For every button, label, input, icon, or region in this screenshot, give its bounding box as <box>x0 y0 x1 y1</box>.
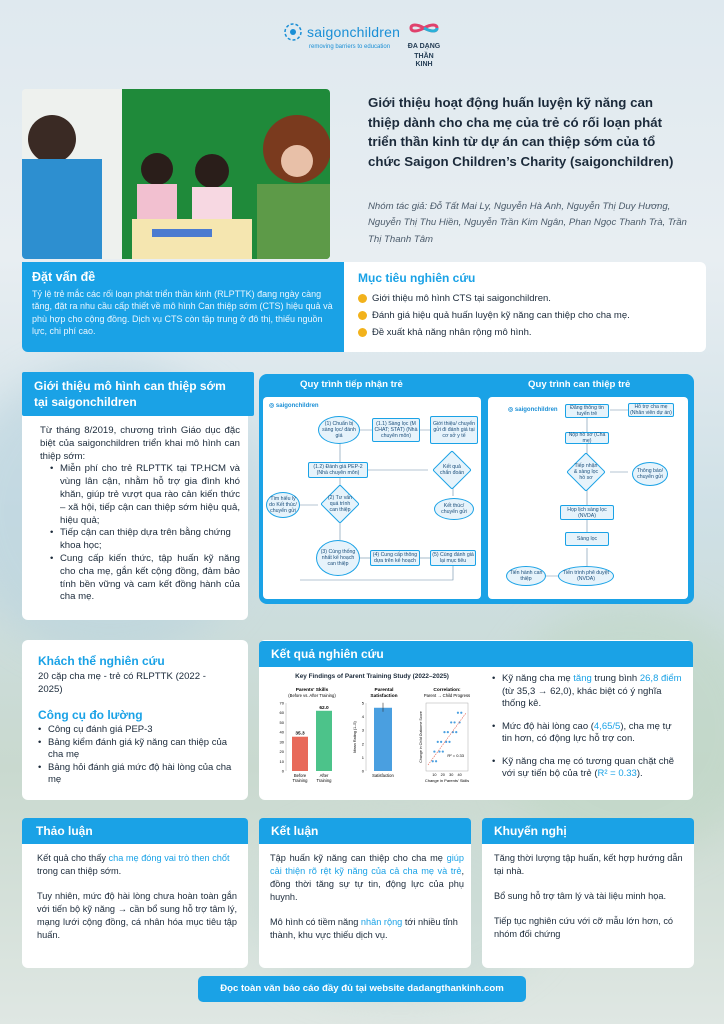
model-intro: Từ tháng 8/2019, chương trình Giáo dục đặc biệt của saigonchildren triển khai mô hình can thiệp sớm: <box>40 425 240 462</box>
hero-photo <box>22 89 330 259</box>
panel3-point <box>450 721 452 723</box>
problem-text: Tỷ lệ trẻ mắc các rối loạn phát triển thần kinh (RLPTTK) đang ngày càng tăng, đặt ra nhu cầu cấp thiết về mô hình Can thiệp sớm (CTS) hiệu quả và phù hợp cho cộng đồng. Dịch vụ CTS còn tập trung ở đô thị, thiếu nguồn lực, chi phí cao. <box>32 289 333 337</box>
panel3-point <box>440 741 442 743</box>
panel3-subtitle: Parent → Child Progress <box>423 693 471 698</box>
panel1-subtitle: (Before vs. After Training) <box>288 693 336 698</box>
panel1-xtick: Before <box>293 773 307 778</box>
panel2-ytick: 1 <box>361 754 364 760</box>
results-heading: Kết quả nghiên cứu <box>259 641 693 667</box>
footer-link[interactable]: Đọc toàn văn báo cáo đầy đủ tại website dadangthankinh.com <box>198 976 526 1002</box>
panel1-data-label: 35.3 <box>295 731 305 737</box>
model-item: • Miễn phí cho trẻ RLPTTK tại TP.HCM và vùng lân cận, nhằm hỗ trợ gia đình khó khăn, giúp trẻ vượt qua rào cản kiến thức – xã hội, tiếp cận can thiệp sớm hiệu quả, hiệu quả; <box>50 463 240 527</box>
panel3-point <box>447 731 449 733</box>
flow-node-reason: Tìm hiểu lý do Kết thúc/ chuyển gửi <box>266 492 300 518</box>
panel1-ytick: 60 <box>279 710 284 716</box>
flow-r-screening: Sàng lọc <box>565 532 609 546</box>
authors: Nhóm tác giả: Đỗ Tất Mai Ly, Nguyễn Hà Anh, Nguyễn Thị Duy Hương, Nguyễn Thị Thu Hiền, Nguyễn Trần Kim Ngân, Phan Ngọc Thanh Trà, Trần Thị Thanh Tâm <box>368 201 687 245</box>
flow-node-1: (1) Chuẩn bị sàng lọc/ đánh giá <box>318 416 360 444</box>
result-text: Kỹ năng cha mẹ có tương quan chặt chẽ với sự tiến bộ của trẻ ( <box>502 755 675 779</box>
flow-r-submit: Nộp hồ sơ (Cha mẹ) <box>565 432 609 444</box>
flow-left-logo: ◎ saigonchildren <box>269 403 319 409</box>
model-heading: Giới thiệu mô hình can thiệp sớm tại saigonchildren <box>22 372 254 416</box>
flow-node-4: (4) Cung cấp thông dựa trên kế hoạch <box>370 550 420 566</box>
org-name: saigonchildren <box>307 24 401 40</box>
partner-name-2: THẦN KINH <box>414 53 434 68</box>
result-item <box>492 756 682 781</box>
panel2-ytick: 2 <box>361 741 364 747</box>
conclusion-text: tới nhiều tỉnh thành, khu vực thiếu dịch vụ. <box>270 917 458 940</box>
result-highlight: tăng <box>573 673 592 684</box>
result-highlight: R² = 0.33 <box>597 768 637 779</box>
org-tagline: removing barriers to education <box>309 44 391 50</box>
flow-r-intervene: Tiến hành can thiệp <box>506 566 546 586</box>
result-item <box>492 673 682 711</box>
objectives-heading: Mục tiêu nghiên cứu <box>358 271 476 285</box>
panel1-xtick: Training <box>292 778 308 783</box>
conclusion-text: Mô hình có tiềm năng <box>270 917 361 927</box>
problem-heading: Đặt vấn đề <box>32 270 96 284</box>
conclusion-highlight: giúp cải thiện rõ rệt kỹ năng của cả cha mẹ và trẻ <box>270 853 464 876</box>
flow-r-support: Hỗ trợ cha mẹ (Nhân viên dự án) <box>628 403 674 417</box>
panel1-bar <box>316 711 332 771</box>
conclusion-body <box>270 852 464 942</box>
conclusion-highlight: nhân rộng <box>360 917 403 927</box>
flow-right-title: Quy trình can thiệp trẻ <box>528 379 631 390</box>
recommend-item: Tăng thời lượng tập huấn, kết hợp hướng dẫn tại nhà. <box>494 853 683 876</box>
chart-title: Key Findings of Parent Training Study (2022–2025) <box>295 673 449 680</box>
recommend-item: Bổ sung hỗ trợ tâm lý và tài liệu minh họa. <box>494 891 666 901</box>
discussion-text: trong can thiệp sớm. <box>37 866 122 876</box>
panel3-point <box>457 712 459 714</box>
saigonchildren-logo-icon <box>283 22 303 42</box>
result-text: Mức độ hài lòng cao ( <box>502 720 594 732</box>
panel2-bar <box>374 708 392 771</box>
discussion-body <box>37 852 237 942</box>
flow-node-2-label: (2) Tư vấn quá trình can thiệp <box>327 495 353 513</box>
panel3-point <box>460 712 462 714</box>
tool-item: • Bảng hỏi đánh giá mức độ hài lòng của cha mẹ <box>38 762 232 787</box>
header <box>0 0 724 88</box>
panel3-point <box>445 741 447 743</box>
model-item: • Tiếp cận can thiệp dựa trên bằng chứng khoa học; <box>50 527 240 553</box>
partner-name-1: ĐA DẠNG <box>407 43 441 50</box>
flow-r-notify: Thông báo/ chuyển gửi <box>632 462 668 486</box>
panel3-point <box>432 760 434 762</box>
flow-node-1-1: (1.1) Sàng lọc (M CHAT; STAT) (Nhà chuyên môn) <box>372 418 420 442</box>
panel1-xtick: After <box>319 773 329 778</box>
result-highlight: 4,65/5 <box>593 720 621 732</box>
objective-item: Đánh giá hiệu quả huấn luyện kỹ năng can thiệp cho cha mẹ. <box>358 310 692 321</box>
result-text: Kỹ năng cha mẹ <box>502 673 574 684</box>
flow-r-schedule: Họp lịch sàng lọc (NVDA) <box>560 505 614 520</box>
flow-r-post: Đăng thông tin tuyển trẻ <box>565 404 609 418</box>
partner-logo <box>405 20 443 69</box>
flow-node-diagnosis-label: Kết quả chẩn đoán <box>439 464 465 476</box>
tools-heading: Công cụ đo lường <box>38 708 143 722</box>
panel3-point <box>437 741 439 743</box>
discussion-text-2: Tuy nhiên, mức độ hài lòng chưa hoàn toàn gắn với tiến bộ kỹ năng → cần bổ sung hỗ trợ tâm lý, mạng lưới cộng đồng, cá nhân hóa mục tiêu tập huấn. <box>37 891 237 940</box>
panel3-point <box>453 721 455 723</box>
result-text: ), cha mẹ tự tin hơn, có động lực hỗ trợ con. <box>502 720 672 744</box>
subjects-panel <box>22 640 248 800</box>
panel2-ylabel: Mean Rating (1–5) <box>353 721 357 753</box>
objective-item: Giới thiệu mô hình CTS tại saigonchildren. <box>358 293 692 304</box>
objective-item: Đề xuất khả năng nhân rộng mô hình. <box>358 327 692 338</box>
panel3-point <box>443 731 445 733</box>
panel3-xtick: 10 <box>432 773 437 777</box>
panel3-annotation: R² = 0.33 <box>447 753 464 758</box>
flow-left-title: Quy trình tiếp nhận trẻ <box>300 379 403 390</box>
subjects-heading: Khách thể nghiên cứu <box>38 654 165 668</box>
panel3-point <box>433 750 435 752</box>
panel1-ytick: 50 <box>279 719 284 725</box>
discussion-heading: Thảo luận <box>22 818 248 844</box>
flow-node-5: (5) Cùng đánh giá lại mục tiêu <box>430 550 476 566</box>
panel1-bar <box>292 737 308 771</box>
panel3-xtick: 40 <box>457 773 462 777</box>
result-text: (từ 35,3 → 62,0), khác biệt có ý nghĩa thống kê. <box>502 685 662 709</box>
results-chart <box>266 683 478 791</box>
result-highlight: 26,8 điểm <box>639 673 682 684</box>
discussion-text: Kết quả cho thấy <box>37 853 109 863</box>
panel1-title: Parents' Skills <box>295 688 329 693</box>
panel3-point <box>442 750 444 752</box>
infinity-logo-icon <box>407 20 441 36</box>
panel2-title: Satisfaction <box>370 694 398 699</box>
result-text: ). <box>636 768 643 779</box>
panel3-point <box>455 731 457 733</box>
recommend-body <box>494 852 686 941</box>
panel2-ytick: 4 <box>361 714 364 720</box>
panel2-title: Parental <box>374 688 394 693</box>
panel2-ytick: 0 <box>361 768 364 774</box>
flow-node-referral: Giới thiệu/ chuyển gửi đi đánh giá tại cơ sở y tế <box>430 416 478 444</box>
panel1-xtick: Training <box>316 778 332 783</box>
panel1-ytick: 0 <box>281 768 284 774</box>
flow-node-3: (3) Cùng thống nhất kế hoạch can thiệp <box>316 540 360 576</box>
poster-title: Giới thiệu hoạt động huấn luyện kỹ năng can thiệp dành cho cha mẹ của trẻ có rối loạn phát triển thần kinh từ dự án can thiệp sớm của tổ chức Saigon Children’s Charity (saigonchildren) <box>368 95 674 169</box>
panel3-xtick: 20 <box>440 773 445 777</box>
panel2-ytick: 5 <box>361 700 364 706</box>
tool-item: • Bảng kiểm đánh giá kỹ năng can thiệp của cha mẹ <box>38 737 232 762</box>
model-item: • Cung cấp kiến thức, tập huấn kỹ năng cho cha mẹ, gắn kết cộng đồng, đảm bảo tính bền vững và cam kết đồng hành của cha mẹ. <box>50 553 240 604</box>
flow-r-screen-label: Tiếp nhận & sàng lọc hồ sơ <box>573 463 599 481</box>
panel3-ylabel: Change in Child Outcome Score <box>419 711 423 763</box>
panel1-ytick: 20 <box>279 749 284 755</box>
flow-node-end: Kết thúc/ chuyển gửi <box>434 498 474 520</box>
discussion-highlight: cha mẹ đóng vai trò then chốt <box>108 853 230 863</box>
panel1-ytick: 10 <box>279 758 284 764</box>
panel2-xtick: Satisfaction <box>372 773 394 778</box>
results-bullets <box>492 673 682 781</box>
conclusion-text: Tập huấn kỹ năng can thiệp cho cha mẹ <box>270 853 447 863</box>
subjects-text: 20 cặp cha mẹ - trẻ có RLPTTK (2022 - 2025) <box>38 671 206 695</box>
flow-node-1-2: (1.2) Đánh giá PEP-2 (Nhà chuyên môn) <box>308 462 368 478</box>
conclusion-text: , đồng thời tăng sự tự tin, động lực của phụ huynh. <box>270 866 464 902</box>
problem-panel <box>22 262 344 352</box>
flow-right-logo: ◎ saigonchildren <box>508 407 558 413</box>
panel1-ytick: 70 <box>279 700 284 706</box>
panel1-data-label: 62.0 <box>319 705 329 711</box>
panel3-xtick: 30 <box>449 773 454 777</box>
model-body <box>40 425 240 604</box>
result-item <box>492 721 682 746</box>
result-text: trung bình <box>591 673 640 684</box>
panel3-title: Correlation: <box>433 688 461 693</box>
panel1-ytick: 40 <box>279 729 284 735</box>
objectives-panel <box>344 262 706 352</box>
recommend-heading: Khuyến nghị <box>482 818 694 844</box>
conclusion-heading: Kết luận <box>259 818 471 844</box>
recommend-item: Tiếp tục nghiên cứu với cỡ mẫu lớn hơn, có nhóm đối chứng <box>494 916 674 939</box>
saigonchildren-logo <box>283 22 400 50</box>
panel3-point <box>435 760 437 762</box>
panel1-ytick: 30 <box>279 739 284 745</box>
panel3-xlabel: Change in Parents' Skills <box>424 778 470 783</box>
panel2-ytick: 3 <box>361 727 364 733</box>
flow-r-approval: Tiến trình phê duyệt (NVDA) <box>558 566 614 586</box>
tool-item: • Công cụ đánh giá PEP-3 <box>38 724 232 737</box>
panel3-point <box>448 741 450 743</box>
